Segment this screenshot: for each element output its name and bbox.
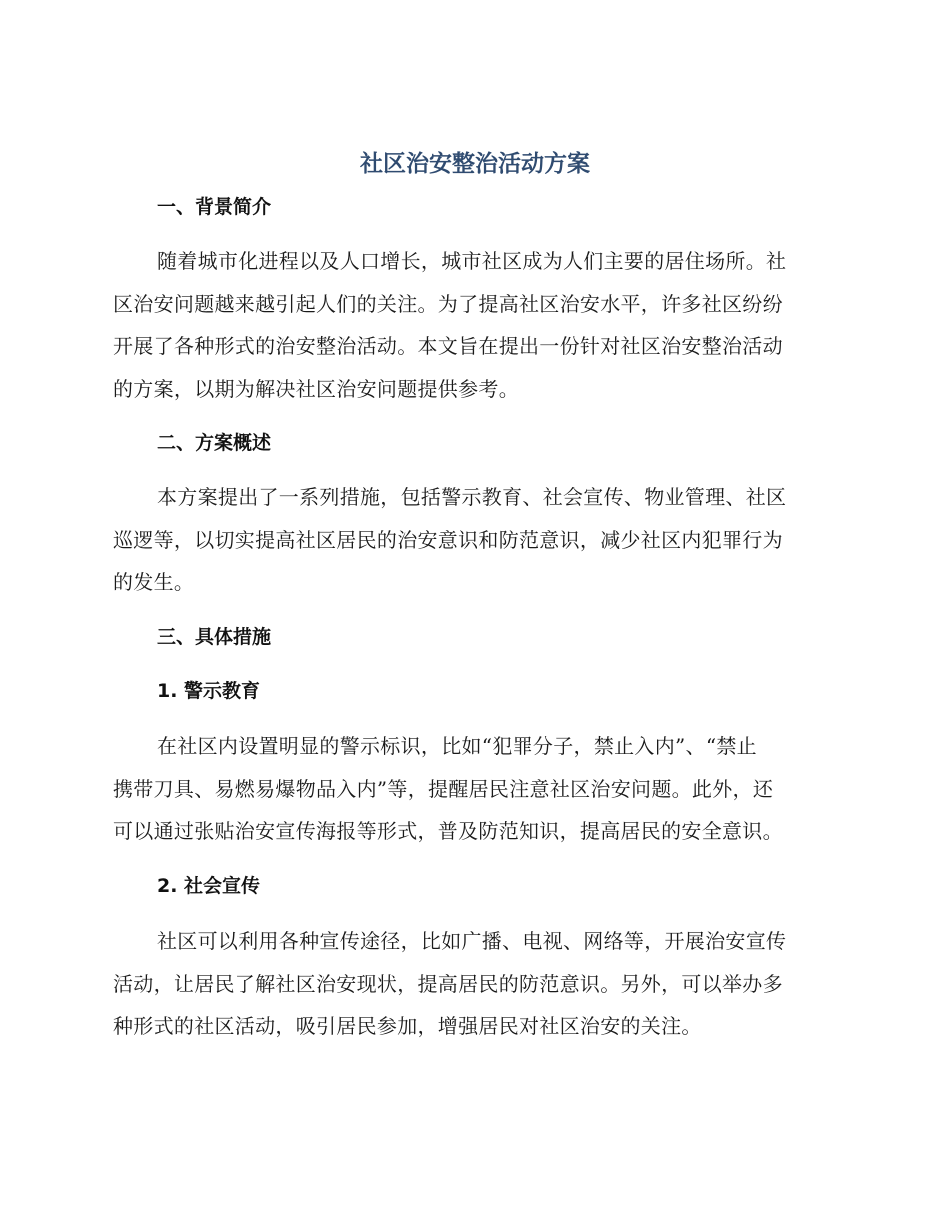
paragraph-line: 社区可以利用各种宣传途径，比如广播、电视、网络等，开展治安宣传 (157, 929, 787, 953)
section-heading-background: 一、背景简介 (157, 196, 272, 218)
paragraph-line: 种形式的社区活动，吸引居民参加，增强居民对社区治安的关注。 (113, 1014, 702, 1038)
subsection-heading-warning-education: 1. 警示教育 (157, 680, 261, 702)
paragraph-line: 携带刀具、易燃易爆物品入内”等，提醒居民注意社区治安问题。此外，还 (113, 776, 774, 801)
paragraph-line: 巡逻等，以切实提高社区居民的治安意识和防范意识，减少社区内犯罪行为 (113, 527, 783, 552)
subsection-heading-social-publicity: 2. 社会宣传 (157, 875, 261, 897)
paragraph-line: 随着城市化进程以及人口增长，城市社区成为人们主要的居住场所。社 (157, 249, 787, 273)
paragraph-line: 活动，让居民了解社区治安现状，提高居民的防范意识。另外，可以举办多 (113, 971, 783, 996)
section-heading-overview: 二、方案概述 (157, 432, 272, 454)
paragraph-line: 本方案提出了一系列措施，包括警示教育、社会宣传、物业管理、社区 (157, 485, 787, 509)
paragraph-line: 的发生。 (113, 570, 195, 594)
document-title: 社区治安整治活动方案 (360, 151, 590, 177)
paragraph-line: 在社区内设置明显的警示标识，比如“犯罪分子，禁止入内”、“禁止 (157, 734, 757, 758)
paragraph-line: 的方案，以期为解决社区治安问题提供参考。 (113, 376, 519, 401)
subsection-paragraph-social-publicity (113, 920, 833, 1048)
section-paragraph-overview (113, 476, 833, 604)
paragraph-line: 区治安问题越来越引起人们的关注。为了提高社区治安水平，许多社区纷纷 (113, 291, 783, 316)
subsection-paragraph-warning-education (113, 725, 833, 853)
section-paragraph-background (113, 240, 833, 410)
paragraph-line: 可以通过张贴治安宣传海报等形式，普及防范知识，提高居民的安全意识。 (113, 819, 783, 843)
section-heading-measures: 三、具体措施 (157, 626, 272, 648)
paragraph-line: 开展了各种形式的治安整治活动。本文旨在提出一份针对社区治安整治活动 (113, 334, 783, 358)
